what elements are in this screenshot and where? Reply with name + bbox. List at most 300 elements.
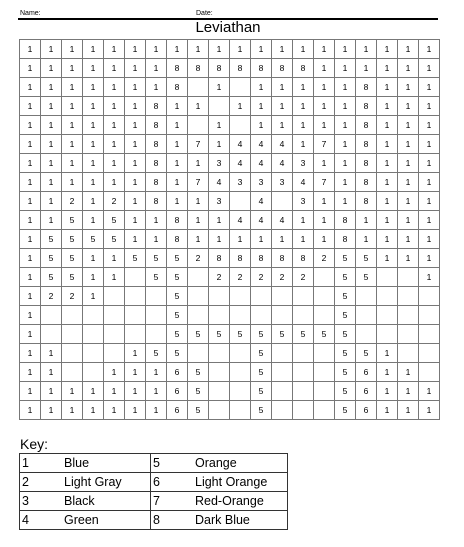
grid-cell: 2	[62, 192, 83, 211]
key-number: 2	[20, 473, 65, 492]
grid-cell: 1	[251, 78, 272, 97]
grid-cell: 1	[41, 401, 62, 420]
grid-cell: 1	[125, 344, 146, 363]
grid-cell	[377, 306, 398, 325]
grid-cell: 1	[398, 78, 419, 97]
grid-cell: 1	[83, 135, 104, 154]
grid-cell	[419, 344, 440, 363]
grid-cell: 1	[41, 78, 62, 97]
grid-cell: 4	[251, 192, 272, 211]
grid-cell: 1	[41, 135, 62, 154]
grid-cell	[188, 78, 209, 97]
grid-cell: 5	[356, 344, 377, 363]
grid-cell: 8	[356, 135, 377, 154]
key-row	[20, 473, 288, 492]
grid-cell: 5	[335, 401, 356, 420]
grid-cell: 1	[356, 230, 377, 249]
key-color-name: Black	[64, 492, 151, 511]
grid-cell: 1	[314, 59, 335, 78]
grid-cell: 1	[20, 306, 41, 325]
grid-cell: 5	[335, 268, 356, 287]
grid-cell	[293, 287, 314, 306]
grid-cell: 5	[335, 306, 356, 325]
grid-cell: 1	[146, 363, 167, 382]
grid-cell: 4	[251, 135, 272, 154]
grid-cell: 1	[335, 40, 356, 59]
grid-cell: 1	[398, 116, 419, 135]
grid-cell: 1	[188, 192, 209, 211]
grid-cell: 1	[209, 78, 230, 97]
page-title: Leviathan	[195, 19, 261, 36]
grid-cell: 5	[251, 325, 272, 344]
grid-cell: 1	[293, 230, 314, 249]
grid-cell	[293, 382, 314, 401]
grid-cell	[62, 325, 83, 344]
grid-cell	[398, 344, 419, 363]
grid-cell: 1	[293, 78, 314, 97]
grid-cell: 8	[146, 97, 167, 116]
grid-cell: 1	[125, 401, 146, 420]
grid-cell: 5	[293, 325, 314, 344]
grid-cell	[377, 268, 398, 287]
grid-cell: 8	[335, 211, 356, 230]
grid-cell: 1	[146, 230, 167, 249]
key-color-name: Light Gray	[64, 473, 151, 492]
grid-cell	[209, 287, 230, 306]
date-label: Date:	[196, 10, 213, 17]
grid-cell	[272, 192, 293, 211]
grid-cell: 1	[377, 211, 398, 230]
grid-cell: 1	[209, 135, 230, 154]
grid-cell: 1	[398, 192, 419, 211]
grid-cell: 1	[335, 116, 356, 135]
grid-cell: 5	[188, 325, 209, 344]
grid-cell: 1	[419, 59, 440, 78]
grid-cell: 1	[20, 78, 41, 97]
grid-cell: 1	[419, 249, 440, 268]
grid-cell	[419, 306, 440, 325]
grid-cell	[272, 382, 293, 401]
grid-cell: 1	[20, 249, 41, 268]
grid-cell: 1	[41, 344, 62, 363]
grid-cell: 1	[356, 211, 377, 230]
grid-cell	[230, 401, 251, 420]
grid-row	[20, 154, 440, 173]
grid-cell: 1	[209, 116, 230, 135]
grid-cell: 1	[83, 287, 104, 306]
grid-cell: 1	[209, 230, 230, 249]
grid-cell: 1	[314, 192, 335, 211]
grid-cell: 4	[230, 154, 251, 173]
color-by-number-grid	[19, 39, 440, 420]
grid-cell: 1	[419, 135, 440, 154]
grid-cell: 1	[314, 154, 335, 173]
grid-cell: 1	[125, 211, 146, 230]
grid-cell: 1	[314, 211, 335, 230]
grid-cell	[83, 344, 104, 363]
grid-cell: 1	[398, 382, 419, 401]
grid-cell: 8	[335, 230, 356, 249]
grid-cell: 1	[62, 116, 83, 135]
grid-cell: 1	[377, 154, 398, 173]
grid-cell: 1	[335, 192, 356, 211]
grid-cell	[314, 287, 335, 306]
grid-cell	[419, 363, 440, 382]
grid-cell: 1	[398, 363, 419, 382]
key-color-name: Red-Orange	[195, 492, 288, 511]
grid-cell	[125, 325, 146, 344]
grid-cell: 1	[377, 59, 398, 78]
grid-cell: 1	[356, 59, 377, 78]
grid-cell	[356, 287, 377, 306]
grid-cell: 1	[272, 78, 293, 97]
grid-cell: 1	[62, 401, 83, 420]
grid-cell: 7	[188, 135, 209, 154]
grid-cell: 1	[20, 268, 41, 287]
grid-cell: 3	[293, 192, 314, 211]
grid-cell	[272, 401, 293, 420]
grid-cell: 1	[398, 59, 419, 78]
grid-cell: 7	[314, 173, 335, 192]
grid-cell	[230, 382, 251, 401]
grid-cell	[83, 363, 104, 382]
grid-cell	[356, 306, 377, 325]
grid-cell	[398, 268, 419, 287]
grid-cell	[188, 287, 209, 306]
grid-cell: 8	[209, 249, 230, 268]
grid-cell	[104, 325, 125, 344]
grid-cell: 5	[167, 325, 188, 344]
grid-cell: 1	[125, 192, 146, 211]
grid-cell: 1	[125, 154, 146, 173]
grid-cell: 5	[272, 325, 293, 344]
grid-cell: 1	[356, 40, 377, 59]
grid-cell: 1	[167, 173, 188, 192]
grid-cell: 1	[209, 40, 230, 59]
grid-cell: 1	[377, 230, 398, 249]
grid-row	[20, 382, 440, 401]
grid-cell: 1	[335, 135, 356, 154]
grid-cell: 8	[293, 249, 314, 268]
grid-cell: 1	[62, 59, 83, 78]
grid-cell	[209, 401, 230, 420]
grid-cell: 1	[20, 401, 41, 420]
grid-cell: 1	[293, 97, 314, 116]
grid-cell: 1	[104, 268, 125, 287]
grid-cell: 1	[125, 59, 146, 78]
grid-cell: 5	[251, 401, 272, 420]
grid-cell: 1	[20, 344, 41, 363]
grid-cell: 1	[377, 40, 398, 59]
grid-cell: 8	[356, 192, 377, 211]
grid-cell: 1	[83, 211, 104, 230]
grid-cell: 2	[272, 268, 293, 287]
grid-cell: 6	[356, 401, 377, 420]
grid-cell	[125, 287, 146, 306]
grid-cell: 4	[293, 173, 314, 192]
grid-cell: 2	[209, 268, 230, 287]
grid-cell: 1	[377, 173, 398, 192]
grid-cell: 2	[251, 268, 272, 287]
grid-cell: 3	[230, 173, 251, 192]
grid-cell	[62, 344, 83, 363]
grid-row	[20, 344, 440, 363]
grid-cell: 1	[125, 116, 146, 135]
grid-row	[20, 230, 440, 249]
grid-cell: 2	[293, 268, 314, 287]
grid-row	[20, 192, 440, 211]
grid-cell: 1	[419, 154, 440, 173]
grid-cell: 1	[125, 230, 146, 249]
grid-cell	[314, 401, 335, 420]
color-key-table	[19, 453, 288, 530]
grid-cell: 1	[230, 230, 251, 249]
grid-cell: 1	[41, 116, 62, 135]
grid-row	[20, 40, 440, 59]
grid-cell: 1	[419, 40, 440, 59]
grid-cell: 5	[125, 249, 146, 268]
grid-cell	[419, 287, 440, 306]
grid-cell	[209, 382, 230, 401]
grid-cell	[272, 363, 293, 382]
grid-row	[20, 249, 440, 268]
key-color-name: Green	[64, 511, 151, 530]
grid-cell	[188, 306, 209, 325]
grid-cell: 1	[146, 382, 167, 401]
grid-cell: 1	[272, 40, 293, 59]
grid-cell: 2	[41, 287, 62, 306]
grid-cell: 3	[209, 154, 230, 173]
grid-cell: 1	[104, 382, 125, 401]
grid-cell: 1	[62, 40, 83, 59]
grid-cell: 1	[272, 230, 293, 249]
grid-cell	[251, 306, 272, 325]
key-label: Key:	[20, 436, 49, 452]
grid-cell: 1	[41, 59, 62, 78]
grid-cell: 1	[125, 78, 146, 97]
grid-cell	[209, 97, 230, 116]
key-row	[20, 492, 288, 511]
grid-cell: 5	[314, 325, 335, 344]
grid-cell: 5	[335, 249, 356, 268]
grid-cell: 1	[62, 78, 83, 97]
grid-cell: 8	[230, 249, 251, 268]
grid-cell: 1	[83, 249, 104, 268]
grid-cell: 8	[251, 249, 272, 268]
grid-cell: 5	[335, 344, 356, 363]
grid-cell: 1	[41, 382, 62, 401]
grid-cell: 1	[398, 40, 419, 59]
grid-cell: 5	[188, 382, 209, 401]
grid-cell: 2	[314, 249, 335, 268]
grid-cell: 1	[62, 382, 83, 401]
grid-cell: 8	[356, 78, 377, 97]
grid-cell: 1	[20, 135, 41, 154]
grid-cell: 8	[209, 59, 230, 78]
grid-cell	[41, 306, 62, 325]
grid-cell: 1	[104, 173, 125, 192]
grid-cell	[41, 325, 62, 344]
grid-cell	[314, 363, 335, 382]
grid-cell: 1	[377, 135, 398, 154]
grid-cell: 5	[209, 325, 230, 344]
grid-cell: 2	[104, 192, 125, 211]
grid-cell: 1	[272, 116, 293, 135]
grid-cell: 1	[83, 401, 104, 420]
grid-row	[20, 363, 440, 382]
grid-cell	[293, 363, 314, 382]
grid-cell: 1	[62, 97, 83, 116]
grid-cell	[230, 192, 251, 211]
grid-cell: 4	[251, 154, 272, 173]
grid-cell	[314, 306, 335, 325]
grid-cell: 1	[377, 344, 398, 363]
grid-cell: 5	[41, 230, 62, 249]
grid-cell: 1	[20, 382, 41, 401]
grid-cell: 1	[419, 173, 440, 192]
grid-cell: 1	[335, 173, 356, 192]
grid-cell: 6	[167, 382, 188, 401]
grid-cell: 1	[419, 211, 440, 230]
grid-row	[20, 116, 440, 135]
grid-cell: 1	[377, 401, 398, 420]
grid-cell: 5	[335, 325, 356, 344]
key-color-name: Dark Blue	[195, 511, 288, 530]
grid-cell: 5	[335, 287, 356, 306]
grid-cell	[398, 306, 419, 325]
grid-cell: 1	[104, 401, 125, 420]
grid-cell: 1	[293, 211, 314, 230]
grid-cell: 1	[335, 154, 356, 173]
key-number: 4	[20, 511, 65, 530]
grid-cell: 1	[20, 192, 41, 211]
grid-cell	[188, 344, 209, 363]
grid-cell: 1	[167, 135, 188, 154]
grid-cell: 5	[188, 401, 209, 420]
grid-cell: 5	[167, 344, 188, 363]
key-number: 5	[151, 454, 196, 473]
grid-cell: 1	[377, 78, 398, 97]
grid-cell: 1	[104, 363, 125, 382]
grid-cell: 1	[83, 192, 104, 211]
key-color-name: Blue	[64, 454, 151, 473]
key-number: 8	[151, 511, 196, 530]
grid-cell: 1	[272, 97, 293, 116]
grid-cell: 1	[419, 401, 440, 420]
grid-cell: 4	[209, 173, 230, 192]
grid-cell: 1	[41, 192, 62, 211]
grid-cell: 1	[398, 135, 419, 154]
grid-cell: 1	[377, 382, 398, 401]
grid-cell: 1	[104, 135, 125, 154]
grid-row	[20, 97, 440, 116]
grid-cell: 1	[419, 97, 440, 116]
grid-cell	[230, 287, 251, 306]
grid-cell: 1	[377, 116, 398, 135]
grid-cell: 1	[230, 40, 251, 59]
grid-cell: 1	[125, 97, 146, 116]
grid-cell: 5	[146, 268, 167, 287]
grid-row	[20, 135, 440, 154]
grid-cell: 1	[125, 382, 146, 401]
grid-cell: 1	[419, 230, 440, 249]
grid-cell: 4	[272, 211, 293, 230]
grid-cell: 1	[251, 40, 272, 59]
grid-cell: 1	[167, 192, 188, 211]
grid-cell: 5	[251, 344, 272, 363]
grid-cell	[104, 344, 125, 363]
grid-cell: 1	[335, 59, 356, 78]
grid-row	[20, 211, 440, 230]
grid-cell	[209, 306, 230, 325]
grid-cell: 5	[335, 363, 356, 382]
grid-cell	[293, 306, 314, 325]
grid-cell: 1	[398, 211, 419, 230]
grid-cell: 1	[209, 211, 230, 230]
grid-cell: 1	[20, 363, 41, 382]
grid-cell: 1	[377, 192, 398, 211]
grid-cell: 4	[251, 211, 272, 230]
grid-cell	[314, 382, 335, 401]
grid-cell: 1	[83, 40, 104, 59]
grid-cell: 6	[167, 363, 188, 382]
grid-cell: 1	[167, 154, 188, 173]
grid-cell: 8	[272, 59, 293, 78]
grid-cell: 1	[62, 154, 83, 173]
grid-cell: 8	[272, 249, 293, 268]
grid-cell: 6	[356, 382, 377, 401]
grid-cell	[146, 325, 167, 344]
grid-cell: 2	[188, 249, 209, 268]
grid-cell: 1	[188, 40, 209, 59]
grid-cell: 1	[104, 116, 125, 135]
grid-cell: 5	[104, 211, 125, 230]
grid-cell: 1	[41, 211, 62, 230]
grid-cell	[209, 344, 230, 363]
grid-cell: 1	[83, 154, 104, 173]
grid-cell	[62, 306, 83, 325]
grid-cell: 1	[398, 154, 419, 173]
grid-cell: 1	[419, 192, 440, 211]
grid-cell	[146, 306, 167, 325]
grid-cell	[230, 306, 251, 325]
grid-cell: 1	[62, 135, 83, 154]
key-color-name: Light Orange	[195, 473, 288, 492]
grid-cell: 3	[209, 192, 230, 211]
grid-cell: 1	[83, 382, 104, 401]
grid-cell: 5	[62, 249, 83, 268]
grid-cell: 1	[398, 97, 419, 116]
grid-cell: 1	[293, 135, 314, 154]
grid-cell: 1	[314, 116, 335, 135]
grid-cell	[188, 268, 209, 287]
grid-cell: 1	[104, 249, 125, 268]
grid-cell	[104, 287, 125, 306]
grid-cell: 5	[167, 306, 188, 325]
grid-cell: 1	[251, 97, 272, 116]
grid-cell: 1	[41, 173, 62, 192]
grid-cell: 8	[356, 173, 377, 192]
grid-cell: 8	[356, 154, 377, 173]
grid-cell	[125, 268, 146, 287]
grid-cell: 3	[293, 154, 314, 173]
grid-cell	[83, 325, 104, 344]
grid-cell: 1	[83, 173, 104, 192]
grid-cell: 1	[83, 78, 104, 97]
grid-cell: 2	[62, 287, 83, 306]
grid-cell: 5	[188, 363, 209, 382]
key-number: 1	[20, 454, 65, 473]
